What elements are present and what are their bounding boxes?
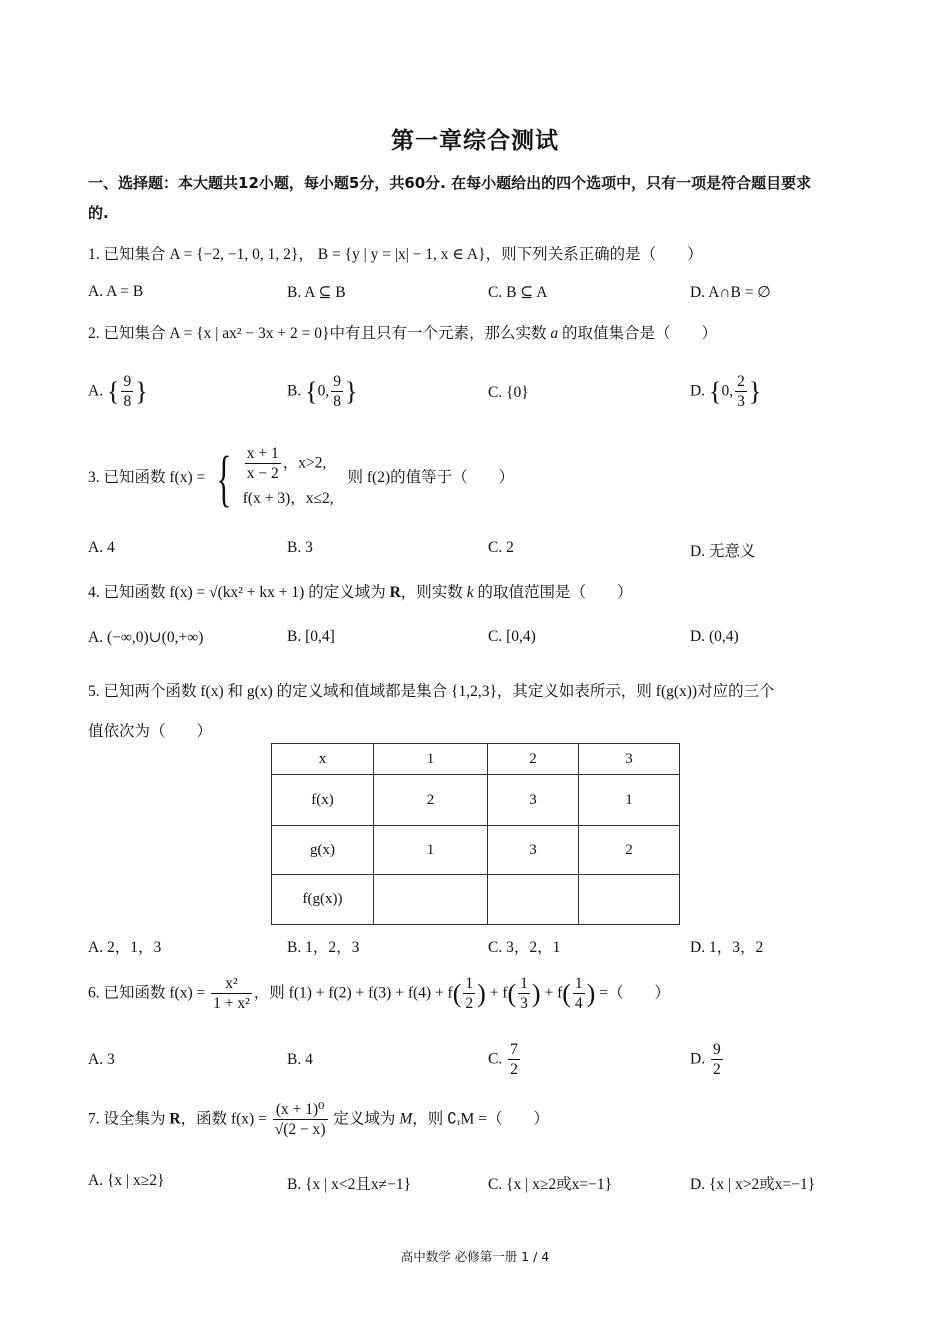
table-cell: [374, 875, 488, 925]
q7-num: (x + 1)⁰: [273, 1100, 328, 1120]
question-6: 6. 已知函数 f(x) = $\frac{\text{x²}}{\text{1 + x²}}$ ，则 f(1) + f(2) + f(3) + f(4) + f( $\frac{1}{2}$ ) + f( $\frac{1}{3}$ ) + f( $\frac{1}{4}$ ) =（ ）: [88, 975, 670, 1013]
q6-third-den: 3: [520, 995, 528, 1013]
q1-option-b: B. A ⊆ B: [287, 284, 346, 301]
table-cell: f(g(x)): [272, 875, 374, 925]
q3-option-b: B. 3: [287, 539, 313, 556]
q2-post2: 的取值集合是（ ）: [561, 325, 717, 342]
q7-comp: ∁ᵣM =（ ）: [447, 1110, 549, 1128]
q1-option-a: A. A = B: [88, 283, 144, 300]
q1-option-c: C. B ⊆ A: [488, 284, 548, 301]
q5-set: {1,2,3}: [451, 683, 497, 700]
q6-option-b: B. 4: [287, 1051, 313, 1068]
table-cell: 3: [488, 775, 579, 826]
q6-option-d: [690, 1040, 725, 1080]
q6-third-num: 1: [518, 974, 530, 994]
table-header-row: [272, 744, 680, 775]
q2-option-b: B. {0, $\frac{9}{8}$ }: [287, 373, 358, 411]
q6-d-den: 2: [712, 1061, 721, 1079]
q3-option-d: D. 无意义: [690, 543, 756, 560]
table-header-cell: 3: [579, 744, 680, 775]
q2-a-den: 8: [123, 393, 132, 411]
table-header-cell: 1: [374, 744, 488, 775]
q2-d-num: 2: [735, 372, 747, 392]
q3-option-a: A. 4: [88, 539, 115, 556]
q4-option-b: B. [0,4]: [287, 628, 335, 645]
q7-post: 定义域为: [333, 1110, 396, 1128]
q6-half-num: 1: [463, 974, 475, 994]
q4-var: k: [466, 584, 474, 601]
table-row: [272, 775, 680, 826]
q7-fx: f(x) =: [230, 1110, 267, 1128]
q5-and: 和: [227, 683, 244, 700]
q2-set: A = {x | ax² − 3x + 2 = 0}: [169, 325, 330, 342]
q5-fgx: f(g(x)): [655, 683, 698, 700]
q3-post: 则: [347, 469, 364, 487]
q3-case1-num: x + 1: [245, 444, 281, 464]
q6-c-num: 7: [508, 1040, 520, 1060]
q5-option-a: A. 2，1，3: [88, 939, 162, 956]
q6-option-a: A. 3: [88, 1051, 115, 1068]
q6-plus-2: + f: [544, 984, 563, 1002]
q6-stem: 6. 已知函数: [88, 984, 166, 1002]
q4-option-a: A. (−∞,0)∪(0,+∞): [88, 629, 204, 646]
table-cell: f(x): [272, 775, 374, 826]
q2-option-c-label: C.: [488, 384, 503, 401]
q3-stem: 3. 已知函数: [88, 469, 166, 487]
q3-option-c: C. 2: [488, 539, 514, 556]
q4-post2: ，则实数: [400, 584, 463, 601]
q6-quarter-num: 1: [573, 974, 585, 994]
q2-option-d-label: D.: [690, 382, 706, 400]
q3-case1-cond: ，x>2,: [282, 454, 327, 472]
q6-post: ，则: [253, 984, 285, 1002]
q7-option-b: B. {x | x<2且x≠−1}: [287, 1176, 412, 1193]
q5-stem-c: ，其定义如表所示，则: [496, 683, 652, 700]
q4-post: 的定义域为: [308, 584, 386, 601]
q5-stem-d: 对应的三个: [697, 683, 775, 700]
q6-fx: f(x) =: [169, 984, 206, 1002]
q2-a-num: 9: [121, 372, 133, 392]
question-7: [88, 1100, 549, 1140]
q1-post: ，则下列关系正确的是（ ）: [485, 246, 703, 263]
q7-mid: ，函数: [180, 1110, 228, 1128]
q6-d-num: 9: [711, 1040, 723, 1060]
q1-option-d: D. A∩B = ∅: [690, 284, 771, 301]
q3-f2: f(2): [366, 469, 391, 487]
q2-var: a: [550, 325, 559, 342]
table-cell: 1: [579, 775, 680, 826]
q2-stem: 2. 已知集合: [88, 325, 166, 342]
q7-den: √(2 − x): [274, 1121, 326, 1139]
table-cell: 2: [374, 775, 488, 826]
table-cell: 1: [374, 826, 488, 875]
q6-option-c-label: C.: [488, 1050, 503, 1068]
question-5: [88, 679, 775, 701]
q3-post2: 的值等于（ ）: [390, 469, 515, 487]
q2-b-pre: 0,: [317, 382, 330, 400]
table-row: [272, 826, 680, 875]
q7-option-c: C. {x | x≥2或x=−1}: [488, 1176, 613, 1193]
q2-d-pre: 0,: [721, 382, 734, 400]
q5-fx: f(x): [200, 683, 224, 700]
table-cell: [488, 875, 579, 925]
section-header-line1: 一、选择题：本大题共12小题，每小题5分，共60分. 在每小题给出的四个选项中，只有一项是符合题目要求: [88, 174, 812, 192]
table-header-cell: x: [272, 744, 374, 775]
question-2: [88, 321, 717, 343]
q6-sum: f(1) + f(2) + f(3) + f(4) + f: [288, 984, 453, 1002]
q2-option-b-label: B.: [287, 382, 302, 400]
q5-option-c: C. 3，2，1: [488, 939, 561, 956]
q4-option-c: C. [0,4): [488, 628, 536, 645]
q6-den: 1 + x²: [213, 995, 250, 1013]
q7-r: R: [169, 1110, 181, 1128]
q4-expr: f(x) = √(kx² + kx + 1): [169, 584, 305, 601]
q6-option-d-label: D.: [690, 1050, 706, 1068]
table-row: [272, 875, 680, 925]
q5-option-b: B. 1，2，3: [287, 939, 360, 956]
q5-option-d: D. 1，3，2: [690, 939, 764, 956]
function-table: [271, 743, 680, 925]
q3-case1-den: x − 2: [246, 465, 279, 483]
q6-quarter-den: 4: [574, 995, 583, 1013]
q6-plus-1: + f: [489, 984, 508, 1002]
q2-option-a-label: A.: [88, 382, 104, 400]
table-cell: g(x): [272, 826, 374, 875]
page-footer: 高中数学 必修第一册 1 / 4: [400, 1249, 550, 1264]
q5-stem-b: 的定义域和值域都是集合: [276, 683, 448, 700]
q1-set-a: A = {−2, −1, 0, 1, 2}: [169, 246, 299, 263]
q3-case2: f(x + 3)，x≤2,: [242, 489, 334, 507]
q2-b-den: 8: [333, 393, 341, 411]
section-header-line2: 的.: [88, 204, 109, 222]
q6-half-den: 2: [465, 995, 474, 1013]
q7-option-d: D. {x | x>2或x=−1}: [690, 1176, 816, 1193]
q2-option-c-text: {0}: [506, 384, 529, 401]
q4-post3: 的取值范围是（ ）: [477, 584, 633, 601]
q6-eq: =（ ）: [599, 984, 670, 1002]
q7-m: M: [399, 1110, 413, 1128]
q5-stem-line2: 值依次为（ ）: [88, 723, 213, 740]
table-header-cell: 2: [488, 744, 579, 775]
q1-set-b: B = {y | y = |x| − 1, x ∈ A}: [317, 246, 486, 263]
q2-option-c: [488, 384, 529, 402]
q1-sep: ，: [298, 246, 314, 263]
question-1: [88, 242, 703, 264]
question-3: 3. 已知函数 f(x) = { $\frac{x + 1}{x - 2}$ ，x>2, f(x + 3)，x≤2, 则 f(2)的值等于（ ）: [88, 444, 515, 513]
q2-d-den: 3: [737, 393, 745, 411]
q2-option-d: D. {0, $\frac{2}{3}$ }: [690, 373, 762, 411]
q4-stem: 4. 已知函数: [88, 584, 166, 601]
q2-b-num: 9: [331, 372, 343, 392]
q6-c-den: 2: [510, 1061, 518, 1079]
q6-num: x²: [211, 974, 252, 994]
q2-post: 中有且只有一个元素，那么实数: [329, 325, 547, 342]
q7-post2: ，则: [412, 1110, 444, 1128]
q7-option-a: A. {x | x≥2}: [88, 1172, 165, 1189]
q2-option-a: A. { $\frac{9}{8}$ }: [88, 373, 148, 411]
q5-stem-a: 5. 已知两个函数: [88, 683, 197, 700]
q7-stem: 7. 设全集为: [88, 1110, 166, 1128]
q1-stem: 1. 已知集合: [88, 246, 166, 263]
question-4: [88, 580, 632, 602]
q6-option-c: [488, 1040, 522, 1080]
q3-fx: f(x) =: [169, 469, 206, 487]
table-cell: 2: [579, 826, 680, 875]
page-title: 第一章综合测试: [391, 128, 559, 154]
table-cell: [579, 875, 680, 925]
q4-option-d: D. (0,4): [690, 628, 739, 645]
q4-r: R: [389, 584, 401, 601]
table-cell: 3: [488, 826, 579, 875]
q5-gx: g(x): [246, 683, 273, 700]
